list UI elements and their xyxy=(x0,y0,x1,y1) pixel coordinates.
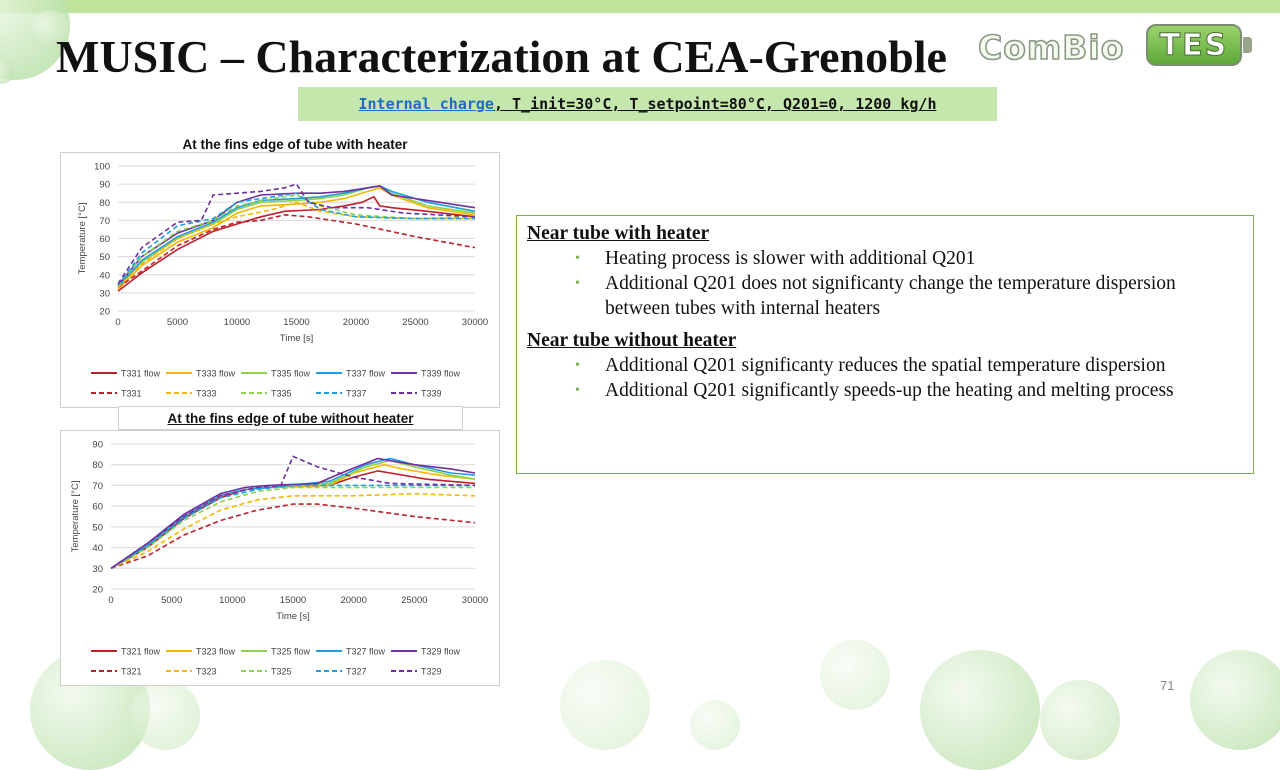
series-line-t329 xyxy=(111,456,475,568)
y-tick-label: 20 xyxy=(92,584,103,596)
y-tick-label: 80 xyxy=(92,460,103,472)
y-tick-label: 40 xyxy=(99,270,110,282)
x-tick-label: 10000 xyxy=(219,595,246,606)
series-line-t331-flow xyxy=(118,197,475,291)
bullet-icon: • xyxy=(575,251,580,266)
series-line-t325-flow xyxy=(111,461,475,569)
legend-label: T335 flow xyxy=(271,368,311,379)
decorative-bubble xyxy=(820,640,890,710)
y-tick-label: 30 xyxy=(92,563,103,575)
legend-label: T325 xyxy=(271,666,292,677)
chart-without-heater xyxy=(60,430,500,686)
x-tick-label: 25000 xyxy=(402,317,429,328)
bullet-text: Heating process is slower with additional Q201 xyxy=(605,248,976,269)
logo-text-right: TES xyxy=(1159,27,1229,63)
bullet-icon: • xyxy=(575,383,580,398)
chart-with-heater-svg xyxy=(61,153,499,407)
x-tick-label: 30000 xyxy=(461,595,489,606)
legend-label: T331 xyxy=(121,388,142,399)
x-tick-label: 0 xyxy=(115,317,121,328)
test-condition-banner xyxy=(298,87,997,121)
logo-text-left: ComBio xyxy=(978,28,1125,67)
y-tick-label: 20 xyxy=(99,306,110,318)
decorative-bubble xyxy=(560,660,650,750)
legend-label: T331 flow xyxy=(121,368,161,379)
bullet-icon: • xyxy=(575,276,580,291)
condition-parameters: , T_init=30°C, T_setpoint=80°C, Q201=0, 1200 kg/h xyxy=(493,95,937,113)
combiotes-logo xyxy=(978,20,1268,76)
y-tick-label: 30 xyxy=(99,288,110,300)
legend-label: T327 xyxy=(346,666,367,677)
internal-charge-link[interactable]: Internal charge xyxy=(358,95,494,113)
top-accent-bar xyxy=(0,0,1280,13)
y-tick-label: 70 xyxy=(92,480,103,492)
legend-label: T335 xyxy=(271,388,292,399)
y-tick-label: 60 xyxy=(99,234,110,245)
section-heading-with-heater: Near tube with heater xyxy=(527,223,710,244)
y-tick-label: 100 xyxy=(94,161,110,173)
x-tick-label: 15000 xyxy=(279,595,307,606)
legend-label: T321 xyxy=(121,666,142,677)
x-tick-label: 30000 xyxy=(461,317,489,328)
legend-label: T333 xyxy=(196,388,217,399)
legend-label: T323 flow xyxy=(196,646,236,657)
y-tick-label: 70 xyxy=(99,215,110,227)
bullet-list-with-heater xyxy=(527,246,1243,321)
x-axis-label: Time [s] xyxy=(276,611,310,622)
bullet-text: Additional Q201 significanty reduces the spatial temperature dispersion xyxy=(605,355,1166,376)
chart-without-heater-svg xyxy=(61,431,499,685)
x-axis-label: Time [s] xyxy=(279,333,314,344)
y-tick-label: 60 xyxy=(92,501,103,513)
x-tick-label: 5000 xyxy=(161,595,183,606)
y-tick-label: 40 xyxy=(92,543,103,555)
series-line-t329-flow xyxy=(111,459,475,569)
chart-with-heater xyxy=(60,152,500,408)
legend-label: T329 flow xyxy=(421,646,461,657)
bullet-item xyxy=(575,353,1243,378)
bullet-item xyxy=(575,271,1243,321)
legend-label: T337 xyxy=(346,388,367,399)
y-tick-label: 90 xyxy=(92,439,103,451)
logo-battery-nub xyxy=(1243,37,1252,53)
y-tick-label: 50 xyxy=(92,522,103,534)
y-tick-label: 90 xyxy=(99,179,110,191)
x-tick-label: 0 xyxy=(108,595,114,606)
legend-label: T337 flow xyxy=(346,368,386,379)
chart1-title: At the fins edge of tube with heater xyxy=(182,137,408,152)
x-tick-label: 5000 xyxy=(166,317,189,328)
bullet-icon: • xyxy=(575,358,580,373)
bullet-list-without-heater xyxy=(527,353,1243,403)
x-tick-label: 10000 xyxy=(223,317,251,328)
bullet-item xyxy=(575,378,1243,403)
legend-label: T321 flow xyxy=(121,646,161,657)
decorative-bubble xyxy=(130,680,200,750)
y-axis-label: Temperature [°C] xyxy=(70,480,81,553)
legend-label: T327 flow xyxy=(346,646,386,657)
x-tick-label: 25000 xyxy=(401,595,428,606)
decorative-bubble xyxy=(690,700,740,750)
decorative-bubble xyxy=(1190,650,1280,750)
legend-label: T325 flow xyxy=(271,646,311,657)
bullet-item xyxy=(575,246,1243,271)
series-line-t327-flow xyxy=(111,459,475,569)
x-tick-label: 15000 xyxy=(283,317,310,328)
series-line-t337 xyxy=(118,193,475,285)
logo-battery xyxy=(1146,24,1242,66)
bullet-text: Additional Q201 does not significanty change the temperature dispersion between tubes with internal heaters xyxy=(605,273,1176,319)
x-tick-label: 20000 xyxy=(342,317,370,328)
bullet-text: Additional Q201 significantly speeds-up the heating and melting process xyxy=(605,380,1174,401)
chart2-title-text: At the fins edge of tube without heater xyxy=(167,411,414,426)
y-axis-label: Temperature [°C] xyxy=(77,202,88,275)
legend-label: T333 flow xyxy=(196,368,236,379)
legend-label: T323 xyxy=(196,666,217,677)
chart2-title xyxy=(118,406,463,430)
section-heading-without-heater: Near tube without heater xyxy=(527,330,737,351)
page-number: 71 xyxy=(1160,678,1175,693)
slide-title: MUSIC – Characterization at CEA-Grenoble xyxy=(56,31,947,82)
legend-label: T329 xyxy=(421,666,442,677)
legend-label: T339 flow xyxy=(421,368,461,379)
decorative-bubble xyxy=(920,650,1040,770)
observations-textbox xyxy=(516,215,1254,474)
x-tick-label: 20000 xyxy=(340,595,367,606)
legend-label: T339 xyxy=(421,388,442,399)
y-tick-label: 80 xyxy=(99,197,110,209)
decorative-bubble xyxy=(1040,680,1120,760)
series-line-t321 xyxy=(111,504,475,568)
y-tick-label: 50 xyxy=(99,252,110,264)
